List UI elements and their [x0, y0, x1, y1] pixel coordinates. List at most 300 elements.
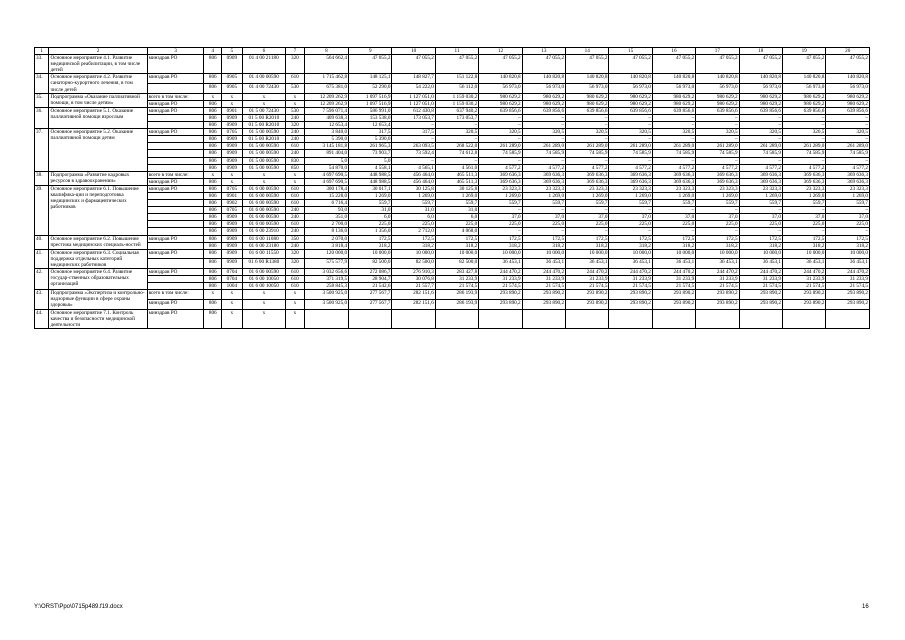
table-row	[35, 136, 870, 143]
amount-cell: 56 973,0	[782, 84, 825, 94]
amount-cell: 56 973,0	[696, 84, 739, 94]
amount-cell: 465 511,3	[435, 171, 478, 178]
amount-cell: –	[479, 157, 522, 164]
amount-cell: 244 470,2	[609, 269, 652, 276]
amount-cell: 56 112,0	[435, 84, 478, 94]
amount-cell: 1 269,0	[349, 192, 392, 199]
amount-cell: 244 470,2	[652, 269, 695, 276]
amount-cell: 639 856,6	[696, 107, 739, 114]
table-row	[35, 228, 870, 235]
amount-cell: 261 965,3	[349, 143, 392, 150]
amount-cell: 73 903,7	[349, 150, 392, 157]
amount-cell: 318,2	[522, 242, 565, 249]
budget-code-cell: 806	[204, 178, 222, 185]
budget-code-cell: 806	[204, 185, 222, 192]
amount-cell: 318,2	[826, 242, 870, 249]
amount-cell: 4 068,0	[435, 228, 478, 235]
amount-cell: 293 890,2	[782, 290, 825, 300]
row-number: 44.	[35, 309, 49, 328]
amount-cell: –	[392, 122, 435, 129]
amount-cell: 639 856,6	[826, 107, 870, 114]
amount-cell: 10 000,0	[782, 249, 825, 259]
budget-code-cell: 240	[286, 150, 305, 157]
budget-code-cell: x	[286, 299, 305, 309]
budget-code-cell: 0909	[222, 259, 243, 269]
amount-cell: 36 453,1	[566, 259, 609, 269]
amount-cell: 980 629,2	[522, 100, 565, 107]
amount-cell: –	[566, 207, 609, 214]
budget-code-cell: x	[222, 100, 243, 107]
amount-cell: –	[652, 114, 695, 121]
budget-code-cell: x	[286, 171, 305, 178]
budget-code-cell: x	[242, 93, 285, 100]
amount-cell: 36 453,1	[479, 259, 522, 269]
amount-cell: 369 636,3	[782, 178, 825, 185]
table-row	[35, 235, 870, 242]
amount-cell: 56 973,0	[739, 84, 782, 94]
amount-cell: 369 636,3	[696, 171, 739, 178]
executor-cell: минздрав РО	[147, 299, 204, 309]
amount-cell: 559,7	[826, 200, 870, 207]
amount-cell: 244 470,2	[479, 269, 522, 276]
column-number-header: 14	[566, 48, 609, 55]
amount-cell: 93,0	[304, 207, 348, 214]
amount-cell: 261 289,0	[609, 143, 652, 150]
amount-cell: –	[652, 122, 695, 129]
table-row	[35, 259, 870, 269]
amount-cell: 37,0	[826, 214, 870, 221]
executor-cell	[147, 150, 204, 157]
budget-code-cell: 0909	[222, 136, 243, 143]
table-row	[35, 164, 870, 171]
row-number: 43.	[35, 290, 49, 309]
amount-cell: 120 000,0	[304, 249, 348, 259]
amount-cell: 148 827,7	[392, 74, 435, 84]
amount-cell: –	[826, 114, 870, 121]
executor-cell	[147, 122, 204, 129]
table-row	[35, 129, 870, 136]
amount-cell: –	[696, 207, 739, 214]
budget-code-cell: 01 6 00 10050	[242, 276, 285, 283]
amount-cell: 369 636,3	[522, 178, 565, 185]
amount-cell: 320,5	[782, 129, 825, 136]
budget-code-cell: x	[242, 290, 285, 300]
amount-cell: –	[566, 122, 609, 129]
table-row	[35, 84, 870, 94]
amount-cell: 21 574,5	[739, 283, 782, 290]
executor-cell: минздрав РО	[147, 309, 204, 328]
budget-code-cell: 01 6 00 00590	[242, 200, 285, 207]
budget-code-cell: 806	[204, 107, 222, 114]
amount-cell: 172,5	[435, 235, 478, 242]
budget-code-cell: 806	[204, 192, 222, 199]
amount-cell: 37,0	[696, 214, 739, 221]
budget-code-cell: 0909	[222, 55, 243, 74]
budget-code-cell: x	[242, 299, 285, 309]
budget-code-cell: 0909	[222, 221, 243, 228]
amount-cell: –	[566, 136, 609, 143]
amount-cell: 74 585,9	[609, 150, 652, 157]
budget-code-cell: 0704	[222, 276, 243, 283]
amount-cell	[696, 309, 739, 328]
amount-cell: 23 323,3	[479, 185, 522, 192]
amount-cell: –	[435, 157, 478, 164]
amount-cell: –	[566, 157, 609, 164]
amount-cell: 980 629,2	[652, 100, 695, 107]
amount-cell: 151 122,8	[435, 74, 478, 84]
amount-cell: 564 662,4	[304, 55, 348, 74]
amount-cell: –	[479, 122, 522, 129]
budget-code-cell: 320	[286, 249, 305, 259]
amount-cell: –	[522, 114, 565, 121]
row-number: 34.	[35, 74, 49, 93]
amount-cell: 4 577,2	[782, 164, 825, 171]
amount-cell: 293 890,2	[609, 299, 652, 309]
budget-code-cell: 806	[204, 157, 222, 164]
amount-cell: 140 820,8	[826, 74, 870, 84]
amount-cell: 10 000,0	[696, 249, 739, 259]
amount-cell: 31,0	[392, 207, 435, 214]
amount-cell: 140 820,8	[566, 74, 609, 84]
amount-cell: –	[392, 136, 435, 143]
budget-code-cell: x	[286, 309, 305, 328]
amount-cell: 4 577,2	[652, 164, 695, 171]
amount-cell: 1 269,0	[782, 192, 825, 199]
amount-cell: 173 053,7	[435, 114, 478, 121]
amount-cell: 282 151,6	[392, 290, 435, 300]
amount-cell: 10 000,0	[435, 249, 478, 259]
amount-cell: 980 629,2	[479, 93, 522, 100]
amount-cell: 225,0	[392, 221, 435, 228]
amount-cell: 559,7	[696, 200, 739, 207]
amount-cell: –	[479, 136, 522, 143]
amount-cell: 47 055,2	[349, 55, 392, 74]
column-number-header: 2	[49, 48, 147, 55]
amount-cell: 6 716,4	[304, 200, 348, 207]
amount-cell: 320,5	[696, 129, 739, 136]
column-number-header: 19	[782, 48, 825, 55]
amount-cell: 2 070,0	[304, 235, 348, 242]
budget-code-cell: 806	[204, 74, 222, 84]
amount-cell: 559,7	[566, 200, 609, 207]
amount-cell: 675 381,0	[304, 84, 348, 94]
amount-cell: 277 567,7	[349, 290, 392, 300]
budget-code-cell: 01 5 00 R2010	[242, 114, 285, 121]
amount-cell: 317,5	[392, 129, 435, 136]
amount-cell: 82 500,0	[435, 259, 478, 269]
amount-cell: 559,7	[522, 200, 565, 207]
amount-cell: 12 209 262,9	[304, 93, 348, 100]
budget-code-cell: 830	[286, 157, 305, 164]
executor-cell	[147, 143, 204, 150]
amount-cell: 10 000,0	[522, 249, 565, 259]
amount-cell: 4 577,2	[739, 164, 782, 171]
budget-code-cell: 0909	[222, 214, 243, 221]
amount-cell: 172,5	[782, 235, 825, 242]
amount-cell: 980 629,2	[566, 100, 609, 107]
amount-cell: 1 127 051,0	[392, 93, 435, 100]
executor-cell	[147, 84, 204, 94]
amount-cell: –	[826, 157, 870, 164]
executor-cell	[147, 242, 204, 249]
amount-cell: –	[782, 136, 825, 143]
amount-cell: 1 269,0	[435, 192, 478, 199]
amount-cell: 225,0	[782, 221, 825, 228]
amount-cell: 74 585,9	[652, 150, 695, 157]
table-row	[35, 93, 870, 100]
amount-cell: 82 500,0	[349, 259, 392, 269]
budget-code-cell: 01 5 00 R2010	[242, 122, 285, 129]
amount-cell: 369 636,3	[782, 171, 825, 178]
executor-cell	[147, 192, 204, 199]
amount-cell: –	[826, 228, 870, 235]
amount-cell	[566, 309, 609, 328]
executor-cell: минздрав РО	[147, 100, 204, 107]
amount-cell: 23 323,3	[739, 185, 782, 192]
amount-cell: 293 890,2	[566, 290, 609, 300]
amount-cell: 47 055,2	[479, 55, 522, 74]
executor-cell	[147, 157, 204, 164]
amount-cell: 293 890,2	[479, 299, 522, 309]
amount-cell	[609, 309, 652, 328]
row-number: 33.	[35, 55, 49, 74]
amount-cell: –	[826, 122, 870, 129]
amount-cell: 318,2	[696, 242, 739, 249]
amount-cell: 21 574,5	[479, 283, 522, 290]
amount-cell: 1 159 030,2	[435, 100, 478, 107]
amount-cell: –	[609, 136, 652, 143]
amount-cell: 21 574,5	[652, 283, 695, 290]
amount-cell	[435, 309, 478, 328]
budget-code-cell: 806	[204, 207, 222, 214]
amount-cell	[479, 309, 522, 328]
amount-cell: 320,5	[435, 129, 478, 136]
amount-cell: –	[739, 136, 782, 143]
budget-code-cell: 0905	[222, 74, 243, 84]
amount-cell: 74 585,9	[522, 150, 565, 157]
amount-cell: 140 820,8	[609, 74, 652, 84]
amount-cell: 980 629,2	[782, 100, 825, 107]
amount-cell: 56 973,0	[609, 84, 652, 94]
amount-cell: 47 055,2	[696, 55, 739, 74]
column-number-header: 5	[222, 48, 243, 55]
executor-cell: минздрав РО	[147, 107, 204, 114]
budget-code-cell: 806	[204, 84, 222, 94]
amount-cell: 74 585,9	[479, 150, 522, 157]
amount-cell: 47 055,2	[609, 55, 652, 74]
amount-cell: 293 890,2	[739, 290, 782, 300]
table-row	[35, 185, 870, 192]
amount-cell: 261 289,0	[739, 143, 782, 150]
budget-code-cell: 610	[286, 185, 305, 192]
budget-code-cell: 0909	[222, 122, 243, 129]
column-number-header: 10	[392, 48, 435, 55]
budget-code-cell: x	[242, 100, 285, 107]
amount-cell: 225,0	[609, 221, 652, 228]
amount-cell: 172,5	[609, 235, 652, 242]
amount-cell: 4 697 690,5	[304, 178, 348, 185]
budget-code-cell: 806	[204, 114, 222, 121]
amount-cell: 12 653,4	[304, 122, 348, 129]
amount-cell: 10 000,0	[739, 249, 782, 259]
amount-cell: 293 890,2	[696, 290, 739, 300]
executor-cell	[147, 228, 204, 235]
column-number-header: 8	[304, 48, 348, 55]
amount-cell: 23 323,3	[652, 185, 695, 192]
amount-cell	[782, 309, 825, 328]
amount-cell: 369 636,3	[609, 178, 652, 185]
executor-cell: минздрав РО	[147, 249, 204, 259]
executor-cell: минздрав РО	[147, 129, 204, 136]
amount-cell: 369 636,3	[696, 178, 739, 185]
amount-cell: 47 055,2	[782, 55, 825, 74]
amount-cell: 293 890,2	[609, 290, 652, 300]
column-number-header: 11	[435, 48, 478, 55]
amount-cell: 244 470,2	[696, 269, 739, 276]
amount-cell: –	[609, 114, 652, 121]
amount-cell: 225,0	[479, 221, 522, 228]
amount-cell: –	[826, 136, 870, 143]
amount-cell: 12 653,4	[349, 122, 392, 129]
amount-cell	[522, 309, 565, 328]
amount-cell: 5,0	[304, 157, 348, 164]
amount-cell: –	[652, 207, 695, 214]
amount-cell: 637 940,2	[435, 107, 478, 114]
budget-code-cell: x	[222, 171, 243, 178]
amount-cell: 261 289,0	[522, 143, 565, 150]
table-row	[35, 114, 870, 121]
table-row	[35, 74, 870, 84]
amount-cell: 409 638,3	[304, 114, 348, 121]
amount-cell: –	[479, 228, 522, 235]
amount-cell: 47 055,2	[739, 55, 782, 74]
budget-code-cell: 01 5 00 R2010	[242, 136, 285, 143]
amount-cell: –	[652, 157, 695, 164]
amount-cell: 21 574,5	[826, 283, 870, 290]
budget-code-cell: 01 6 00 00590	[242, 221, 285, 228]
amount-cell: 318,2	[609, 242, 652, 249]
budget-code-cell: 0909	[222, 249, 243, 259]
amount-cell: 21 574,5	[522, 283, 565, 290]
amount-cell: 74 585,9	[782, 150, 825, 157]
amount-cell: 23 323,3	[566, 185, 609, 192]
budget-code-cell: 806	[204, 235, 222, 242]
amount-cell: 225,0	[652, 221, 695, 228]
budget-code-cell: 806	[204, 164, 222, 171]
amount-cell: 31,0	[349, 207, 392, 214]
budget-code-cell: 806	[204, 55, 222, 74]
amount-cell: 23 323,3	[782, 185, 825, 192]
amount-cell: 172,5	[522, 235, 565, 242]
amount-cell: 225,0	[739, 221, 782, 228]
amount-cell: 293 890,2	[652, 290, 695, 300]
budget-code-cell: 240	[286, 129, 305, 136]
amount-cell: 244 470,2	[566, 269, 609, 276]
table-row	[35, 221, 870, 228]
amount-cell: 293 890,2	[739, 299, 782, 309]
budget-code-cell: 806	[204, 122, 222, 129]
amount-cell: 47 055,2	[566, 55, 609, 74]
budget-code-cell: 806	[204, 136, 222, 143]
amount-cell: 3 032 656,6	[304, 269, 348, 276]
amount-cell: 456 464,0	[392, 171, 435, 178]
amount-cell: 351,0	[304, 214, 348, 221]
amount-cell: 4 577,2	[826, 164, 870, 171]
amount-cell: 36 453,1	[826, 259, 870, 269]
amount-cell: 3 500 925,0	[304, 290, 348, 300]
amount-cell: 448 988,5	[349, 171, 392, 178]
amount-cell: 31 233,9	[652, 276, 695, 283]
budget-code-cell: 0902	[222, 200, 243, 207]
table-row	[35, 214, 870, 221]
executor-cell: всего в том числе:	[147, 290, 204, 300]
amount-cell: –	[739, 157, 782, 164]
column-number-header: 15	[609, 48, 652, 55]
amount-cell: 73 592,4	[392, 150, 435, 157]
amount-cell: –	[566, 114, 609, 121]
budget-code-cell: 610	[286, 143, 305, 150]
budget-code-cell: 0909	[222, 150, 243, 157]
amount-cell: 31 233,9	[479, 276, 522, 283]
amount-cell: 28 904,7	[349, 276, 392, 283]
row-number: 38.	[35, 171, 49, 185]
amount-cell: 31 233,9	[782, 276, 825, 283]
amount-cell: 369 636,3	[826, 178, 870, 185]
budget-code-cell: 806	[204, 143, 222, 150]
amount-cell: 320,5	[479, 129, 522, 136]
amount-cell: –	[609, 157, 652, 164]
amount-cell: –	[609, 207, 652, 214]
amount-cell: 21 574,5	[696, 283, 739, 290]
budget-code-cell: 320	[286, 259, 305, 269]
amount-cell	[652, 309, 695, 328]
amount-cell: 318,2	[652, 242, 695, 249]
amount-cell: 261 289,0	[566, 143, 609, 150]
amount-cell: –	[826, 207, 870, 214]
row-number: 41.	[35, 249, 49, 268]
amount-cell: 575 577,9	[304, 259, 348, 269]
amount-cell: 82 500,0	[392, 259, 435, 269]
amount-cell: 318,2	[566, 242, 609, 249]
amount-cell: 293 890,2	[696, 299, 739, 309]
amount-cell: 980 629,2	[566, 93, 609, 100]
amount-cell: 173 053,7	[392, 114, 435, 121]
executor-cell	[147, 283, 204, 290]
table-row	[35, 207, 870, 214]
table-row	[35, 290, 870, 300]
table-row	[35, 242, 870, 249]
amount-cell: 8 136,0	[304, 228, 348, 235]
budget-code-cell: 0705	[222, 129, 243, 136]
amount-cell: 612 430,8	[392, 107, 435, 114]
budget-code-cell: 01 5 00 00590	[242, 164, 285, 171]
amount-cell: 4 577,2	[609, 164, 652, 171]
amount-cell: –	[782, 228, 825, 235]
amount-cell: –	[652, 228, 695, 235]
table-row	[35, 276, 870, 283]
amount-cell: 980 629,2	[739, 93, 782, 100]
amount-cell	[392, 309, 435, 328]
budget-code-cell: 0704	[222, 269, 243, 276]
table-row	[35, 157, 870, 164]
budget-code-cell: 806	[204, 259, 222, 269]
amount-cell: 74 585,9	[826, 150, 870, 157]
amount-cell: 318,2	[392, 242, 435, 249]
amount-cell: 56 973,0	[522, 84, 565, 94]
amount-cell: 140 820,8	[782, 74, 825, 84]
budget-code-cell: x	[222, 290, 243, 300]
amount-cell: –	[522, 207, 565, 214]
